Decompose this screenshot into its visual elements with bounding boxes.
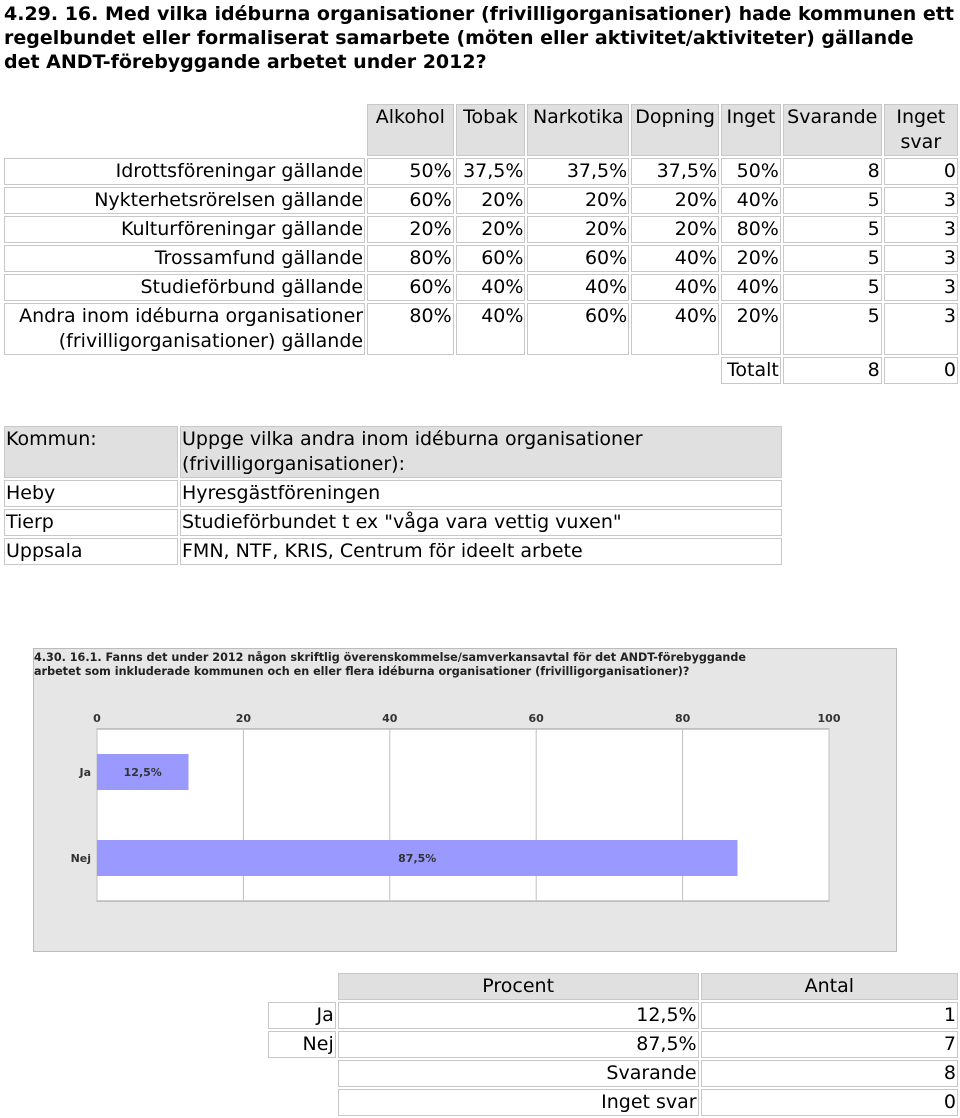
col-header-procent: Procent	[338, 973, 699, 1000]
cell: 20%	[721, 303, 781, 355]
tick-label: 0	[93, 712, 101, 725]
data-label: 87,5%	[398, 852, 437, 865]
cell: 20%	[631, 187, 719, 214]
tick-label: 80	[674, 712, 691, 725]
cell: 37,5%	[527, 158, 629, 185]
svarande-value: 8	[701, 1060, 958, 1087]
row-label: Studieförbund gällande	[4, 274, 365, 301]
col-header: Narkotika	[527, 104, 629, 156]
row-label: Ja	[268, 1002, 336, 1029]
cell: 20%	[721, 245, 781, 272]
table-row	[4, 187, 958, 214]
cell: 40%	[721, 274, 781, 301]
cell: 20%	[367, 216, 454, 243]
tick-label: 60	[528, 712, 544, 725]
cell: 3	[884, 274, 958, 301]
cell: 3	[884, 187, 958, 214]
col-header: Inget	[721, 104, 781, 156]
table-row	[4, 538, 782, 565]
cell: 60%	[456, 245, 526, 272]
col-header-orgs: Uppge vilka andra inom idéburna organisationer (frivilligorganisationer):	[180, 426, 782, 478]
total-svarande: 8	[783, 357, 882, 384]
collaboration-table	[2, 102, 960, 386]
cell: 5	[783, 216, 882, 243]
inget-svar-row	[268, 1089, 958, 1116]
cell: 80%	[721, 216, 781, 243]
row-label: Nykterhetsrörelsen gällande	[4, 187, 365, 214]
cell: 5	[783, 245, 882, 272]
total-inget-svar: 0	[884, 357, 958, 384]
orgs-cell: FMN, NTF, KRIS, Centrum för ideelt arbete	[180, 538, 782, 565]
cell: 40%	[527, 274, 629, 301]
cell: 8	[783, 158, 882, 185]
row-label: Andra inom idéburna organisationer (frivilligorganisationer) gällande	[4, 303, 365, 355]
cell: 3	[884, 303, 958, 355]
cell: 20%	[456, 187, 526, 214]
orgs-cell: Studieförbundet t ex "våga vara vettig vuxen"	[180, 509, 782, 536]
cell: 37,5%	[456, 158, 526, 185]
inget-svar-value: 0	[701, 1089, 958, 1116]
tick-label: 20	[235, 712, 252, 725]
question-title: 4.29. 16. Med vilka idéburna organisationer (frivilligorganisationer) hade kommunen ett regelbundet eller formaliserat samarbete (möten eller aktivitet/aktiviteter) gällande det ANDT-förebyggande arbetet under 2012?	[4, 3, 954, 73]
cell: 5	[783, 303, 882, 355]
cell: 3	[884, 245, 958, 272]
cell: 40%	[631, 274, 719, 301]
cell: 20%	[527, 187, 629, 214]
cell: 3	[884, 216, 958, 243]
col-header: Inget svar	[884, 104, 958, 156]
col-header-antal: Antal	[701, 973, 958, 1000]
table-row	[268, 1031, 958, 1058]
orgs-cell: Hyresgästföreningen	[180, 480, 782, 507]
row-label: Kulturföreningar gällande	[4, 216, 365, 243]
kommun-cell: Heby	[4, 480, 178, 507]
cell: 80%	[367, 303, 454, 355]
cell: 80%	[367, 245, 454, 272]
table-row	[4, 509, 782, 536]
table-row	[4, 480, 782, 507]
tick-label: 100	[817, 712, 841, 725]
row-label: Trossamfund gällande	[4, 245, 365, 272]
col-header: Alkohol	[367, 104, 454, 156]
cell: 50%	[367, 158, 454, 185]
table-row	[4, 274, 958, 301]
svarande-label: Svarande	[338, 1060, 699, 1087]
cell: 40%	[631, 303, 719, 355]
procent-cell: 12,5%	[338, 1002, 699, 1029]
antal-cell: 1	[701, 1002, 958, 1029]
procent-cell: 87,5%	[338, 1031, 699, 1058]
cell: 50%	[721, 158, 781, 185]
chart-svg	[34, 649, 896, 951]
svarande-row	[268, 1060, 958, 1087]
table-row	[4, 158, 958, 185]
table-row	[4, 303, 958, 355]
cell: 5	[783, 274, 882, 301]
col-header: Svarande	[783, 104, 882, 156]
cell: 40%	[456, 303, 526, 355]
cell: 37,5%	[631, 158, 719, 185]
row-label: Nej	[268, 1031, 336, 1058]
total-row	[4, 357, 958, 384]
cell: 40%	[631, 245, 719, 272]
cell: 0	[884, 158, 958, 185]
bar-chart	[33, 648, 897, 952]
cell: 20%	[456, 216, 526, 243]
antal-cell: 7	[701, 1031, 958, 1058]
total-label: Totalt	[721, 357, 781, 384]
other-orgs-table	[2, 424, 784, 567]
cell: 5	[783, 187, 882, 214]
category-label: Ja	[79, 766, 91, 779]
col-header: Tobak	[456, 104, 526, 156]
summary-table	[266, 971, 960, 1118]
kommun-cell: Tierp	[4, 509, 178, 536]
cell: 40%	[456, 274, 526, 301]
cell: 60%	[527, 245, 629, 272]
col-header-kommun: Kommun:	[4, 426, 178, 478]
chart-title-box	[34, 651, 794, 711]
cell: 20%	[527, 216, 629, 243]
category-label: Nej	[70, 852, 91, 865]
tick-label: 40	[382, 712, 398, 725]
cell: 60%	[527, 303, 629, 355]
data-label: 12,5%	[123, 766, 162, 779]
table-row	[268, 1002, 958, 1029]
corner-cell	[4, 104, 365, 156]
cell: 60%	[367, 274, 454, 301]
col-header: Dopning	[631, 104, 719, 156]
table-row	[4, 216, 958, 243]
inget-svar-label: Inget svar	[338, 1089, 699, 1116]
table-row	[4, 245, 958, 272]
cell: 20%	[631, 216, 719, 243]
chart-title: 4.30. 16.1. Fanns det under 2012 någon skriftlig överenskommelse/samverkansavtal för det ANDT-förebyggande arbetet som inkluderade kommunen och en eller flera idéburna organisationer (frivilligorganisationer)?	[34, 651, 746, 678]
cell: 60%	[367, 187, 454, 214]
cell: 40%	[721, 187, 781, 214]
kommun-cell: Uppsala	[4, 538, 178, 565]
row-label: Idrottsföreningar gällande	[4, 158, 365, 185]
